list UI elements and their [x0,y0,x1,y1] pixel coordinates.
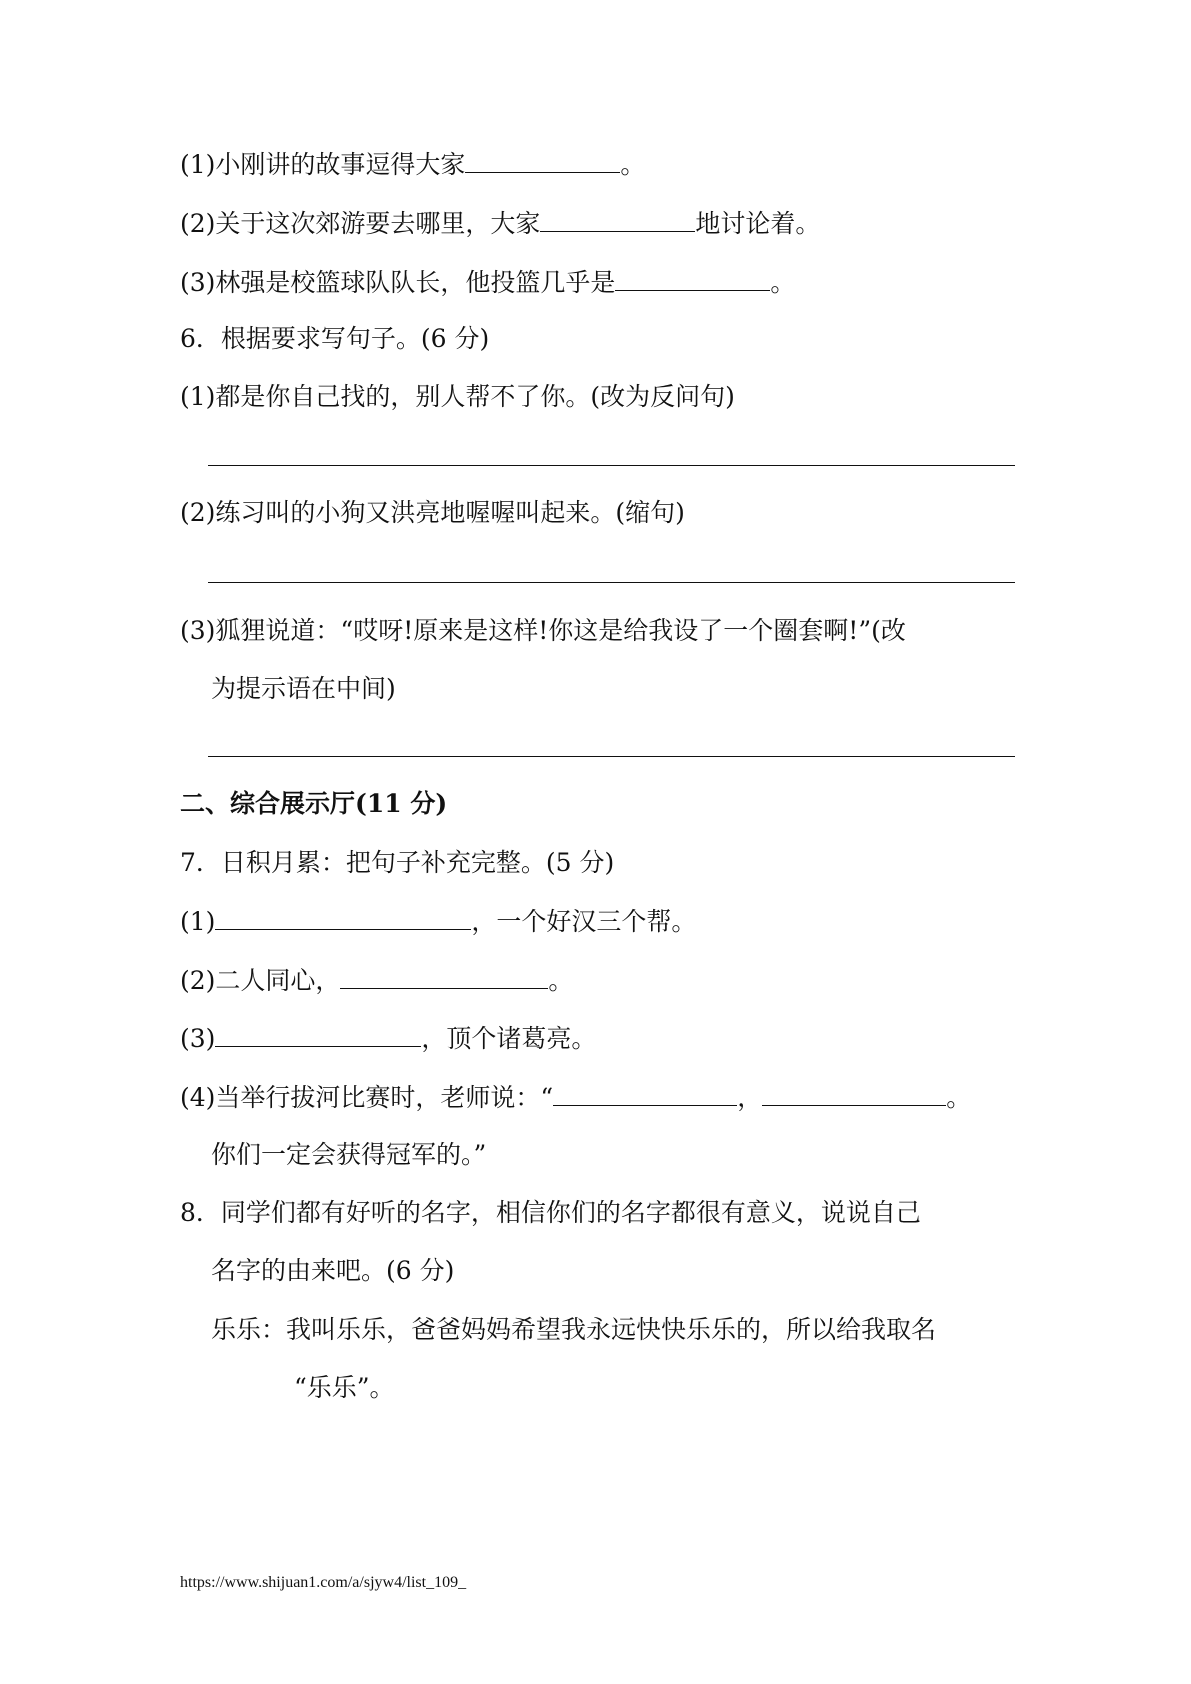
q7-item-4: (4)当举行拔河比赛时，老师说：“ ， 。 [180,1079,971,1116]
q6-item-2-answer-line[interactable] [208,582,1015,583]
q5-item-1-blank[interactable] [465,146,620,173]
q5-item-1: (1)小刚讲的故事逗得大家 。 [180,146,645,183]
q8-example: 乐乐：我叫乐乐，爸爸妈妈希望我永远快快乐乐的，所以给我取名 [211,1315,937,1344]
q7-item-1: (1) ，一个好汉三个帮。 [180,903,696,940]
q6-item-3-answer-line[interactable] [208,756,1015,757]
q6-item-3: (3)狐狸说道：“哎呀!原来是这样!你这是给我设了一个圈套啊!”(改 [180,616,906,645]
q7-item-1-blank[interactable] [215,903,471,930]
q6-title: 6．根据要求写句子。(6 分) [180,324,490,353]
q7-item-2-blank[interactable] [340,962,548,989]
section-title: 二、综合展示厅(11 分) [180,789,448,818]
q5-item-2-blank[interactable] [540,205,695,232]
q5-item-2: (2)关于这次郊游要去哪里，大家 地讨论着。 [180,205,820,242]
q7-item-4-cont: 你们一定会获得冠军的。” [211,1140,487,1169]
q7-item-2: (2)二人同心， 。 [180,962,573,999]
q8-title-cont: 名字的由来吧。(6 分) [211,1256,455,1285]
q7-item-3: (3) ，顶个诸葛亮。 [180,1020,596,1057]
q6-item-1: (1)都是你自己找的，别人帮不了你。(改为反问句) [180,382,735,411]
q7-item-4-blank-2[interactable] [762,1079,946,1106]
q6-item-2: (2)练习叫的小狗又洪亮地喔喔叫起来。(缩句) [180,498,685,527]
q5-item-3-blank[interactable] [615,264,770,291]
q7-item-4-blank-1[interactable] [553,1079,737,1106]
footer-url: https://www.shijuan1.com/a/sjyw4/list_109_ [180,1574,467,1591]
q8-example-cont: “乐乐”。 [294,1373,395,1402]
q6-item-3-cont: 为提示语在中间) [211,674,396,703]
q7-title: 7．日积月累：把句子补充完整。(5 分) [180,848,615,877]
q5-item-3: (3)林强是校篮球队队长，他投篮几乎是 。 [180,264,795,301]
q8-title: 8．同学们都有好听的名字，相信你们的名字都很有意义，说说自己 [180,1198,921,1227]
q7-item-3-blank[interactable] [215,1020,421,1047]
q6-item-1-answer-line[interactable] [208,465,1015,466]
